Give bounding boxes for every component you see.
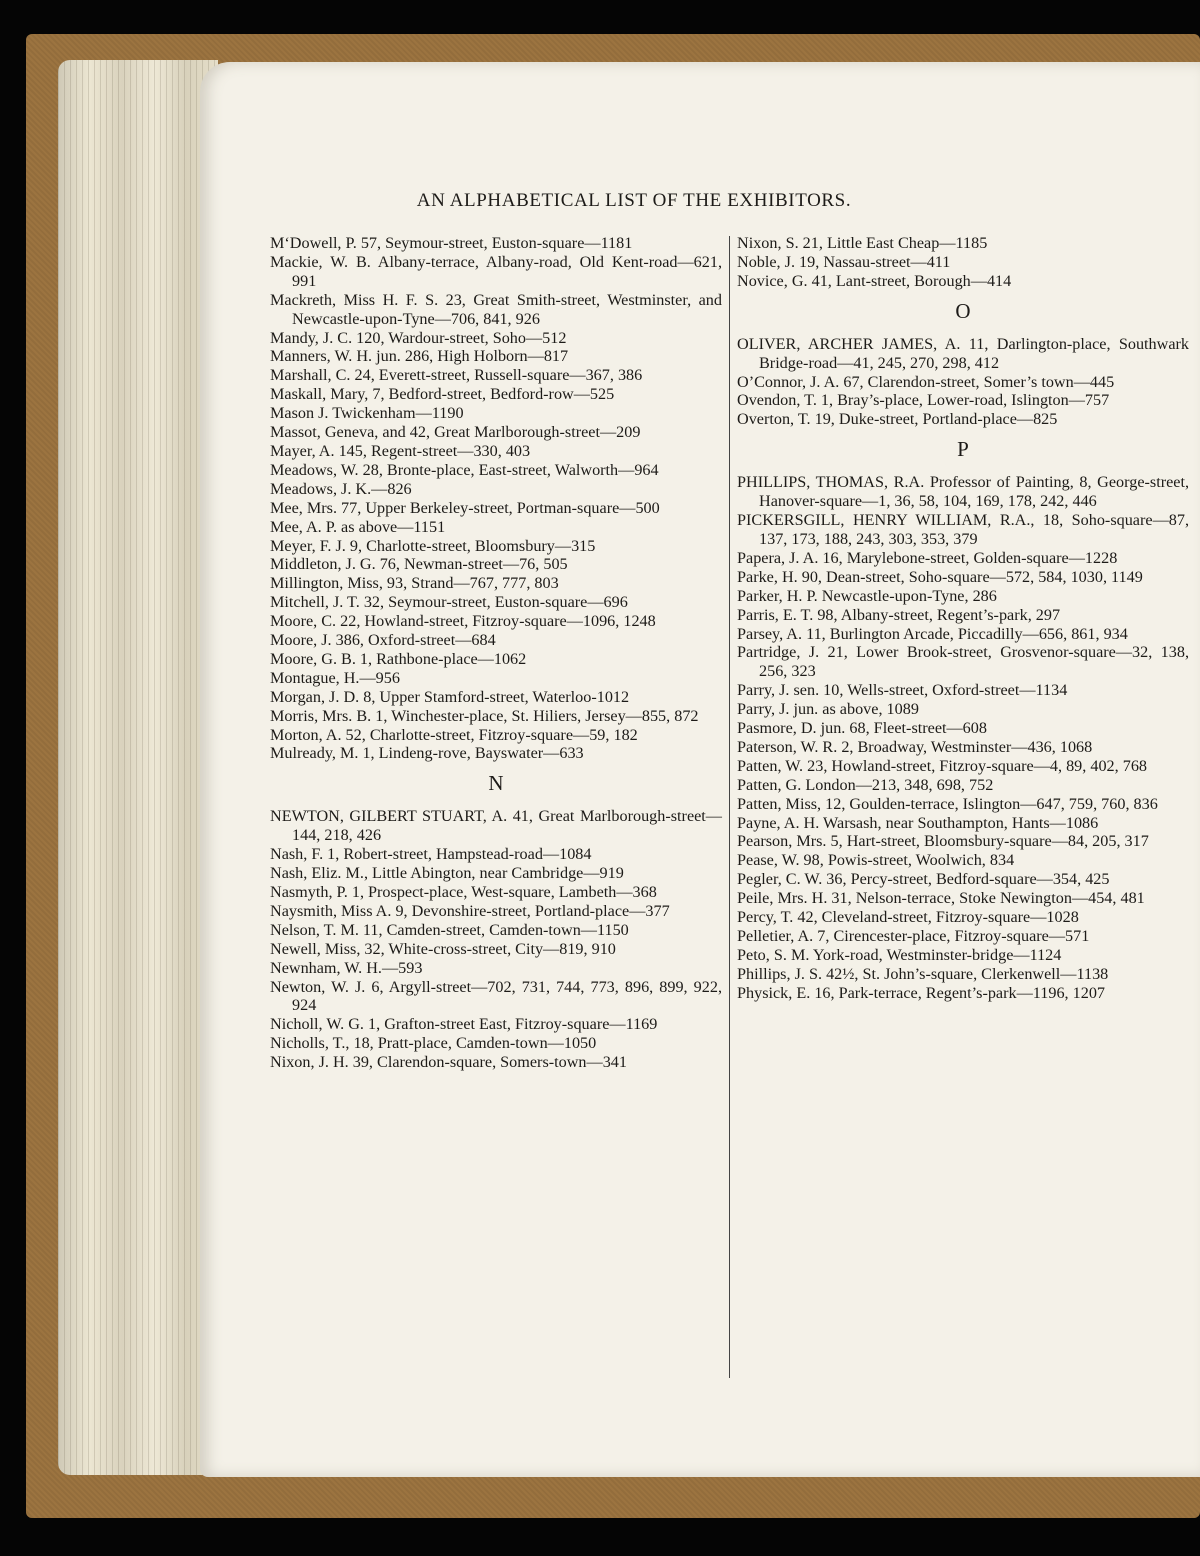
exhibitor-entry: Newell, Miss, 32, White-cross-street, City—819, 910 [270, 939, 616, 958]
exhibitor-entry: Patten, Miss, 12, Goulden-terrace, Islington—647, 759, 760, 836 [737, 794, 1158, 813]
exhibitor-entry: Payne, A. H. Warsash, near Southampton, Hants—1086 [737, 813, 1099, 832]
exhibitor-entry: Marshall, C. 24, Everett-street, Russell-square—367, 386 [270, 366, 643, 385]
section-letter: N [488, 771, 504, 796]
exhibitor-entry: Nelson, T. M. 11, Camden-street, Camden-town—1150 [270, 920, 629, 939]
exhibitor-entry: Pelletier, A. 7, Cirencester-place, Fitzroy-square—571 [737, 927, 1090, 945]
exhibitor-entry: Pasmore, D. jun. 68, Fleet-street—608 [737, 719, 987, 738]
exhibitor-entry: Pease, W. 98, Powis-street, Woolwich, 834 [737, 851, 1015, 870]
exhibitor-entry: Peto, S. M. York-road, Westminster-bridge—1124 [737, 945, 1062, 964]
exhibitor-entry: Percy, T. 42, Cleveland-street, Fitzroy-square—1028 [737, 908, 1079, 927]
exhibitor-entry: M‘Dowell, P. 57, Seymour-street, Euston-square—1181 [270, 234, 633, 252]
exhibitor-entry: Mee, A. P. as above—1151 [270, 517, 446, 536]
exhibitor-entry: Paterson, W. R. 2, Broadway, Westminster—436, 1068 [737, 737, 1093, 756]
exhibitor-entry: Mandy, J. C. 120, Wardour-street, Soho—512 [270, 328, 567, 347]
exhibitor-entry: Morgan, J. D. 8, Upper Stamford-street, Waterloo-1012 [270, 687, 630, 706]
exhibitor-entry: Montague, H.—956 [270, 668, 400, 687]
exhibitor-entry: Partridge, J. 21, Lower Brook-street, Grosvenor-square—32, 138, 256, 323 [737, 643, 1189, 681]
exhibitor-entry: Patten, G. London—213, 348, 698, 752 [737, 775, 994, 794]
exhibitor-entry: Physick, E. 16, Park-terrace, Regent’s-park—1196, 1207 [737, 983, 1106, 1002]
exhibitor-entry: Peile, Mrs. H. 31, Nelson-terrace, Stoke Newington—454, 481 [737, 889, 1145, 908]
section-letter: O [955, 298, 971, 323]
exhibitor-entry: Nixon, J. H. 39, Clarendon-square, Somers-town—341 [270, 1053, 627, 1072]
exhibitor-entry: Pearson, Mrs. 5, Hart-street, Bloomsbury-square—84, 205, 317 [737, 832, 1149, 851]
exhibitor-entry: NEWTON, GILBERT STUART, A. 41, Great Marlborough-street—144, 218, 426 [270, 807, 722, 845]
left-column [270, 234, 722, 1072]
exhibitor-entry: Phillips, J. S. 42½, St. John’s-square, Clerkenwell—1138 [737, 964, 1109, 983]
exhibitor-entry: Nicholl, W. G. 1, Grafton-street East, Fitzroy-square—1169 [270, 1015, 658, 1034]
exhibitor-entry: PHILLIPS, THOMAS, R.A. Professor of Painting, 8, George-street, Hanover-square—1, 36, 58, 104, 169, 178, 242, 446 [737, 473, 1189, 511]
exhibitor-entry: Parker, H. P. Newcastle-upon-Tyne, 286 [737, 586, 997, 605]
exhibitor-entry: Nash, F. 1, Robert-street, Hampstead-road—1084 [270, 845, 592, 864]
running-head: AN ALPHABETICAL LIST OF THE EXHIBITORS. [416, 190, 852, 211]
exhibitor-entry: Moore, G. B. 1, Rathbone-place—1062 [270, 649, 527, 668]
exhibitor-entry: Newnham, W. H.—593 [270, 958, 423, 977]
exhibitor-entry: PICKERSGILL, HENRY WILLIAM, R.A., 18, Soho-square—87, 137, 173, 188, 243, 303, 353, 379 [737, 511, 1189, 548]
exhibitor-entry: Newton, W. J. 6, Argyll-street—702, 731, 744, 773, 896, 899, 922, 924 [270, 977, 722, 1015]
exhibitor-entry: Naysmith, Miss A. 9, Devonshire-street, Portland-place—377 [270, 901, 670, 920]
exhibitor-entry: Mason J. Twickenham—1190 [270, 404, 464, 423]
exhibitor-entry: Mee, Mrs. 77, Upper Berkeley-street, Portman-square—500 [270, 498, 660, 517]
exhibitor-entry: Noble, J. 19, Nassau-street—411 [737, 252, 951, 271]
exhibitor-entry: Novice, G. 41, Lant-street, Borough—414 [737, 271, 1012, 290]
exhibitor-entry: Patten, W. 23, Howland-street, Fitzroy-square—4, 89, 402, 768 [737, 756, 1148, 775]
exhibitor-entry: Millington, Miss, 93, Strand—767, 777, 803 [270, 574, 559, 593]
page-edges [58, 60, 218, 1475]
exhibitor-entry: Mackreth, Miss H. F. S. 23, Great Smith-street, Westminster, and Newcastle-upon-Tyne—706, 841, 926 [270, 290, 722, 328]
exhibitor-entry: Massot, Geneva, and 42, Great Marlborough-street—209 [270, 423, 641, 442]
exhibitor-entry: Nixon, S. 21, Little East Cheap—1185 [737, 234, 988, 252]
exhibitor-entry: Moore, C. 22, Howland-street, Fitzroy-square—1096, 1248 [270, 612, 656, 631]
exhibitor-entry: Morris, Mrs. B. 1, Winchester-place, St. Hiliers, Jersey—855, 872 [270, 706, 699, 725]
exhibitor-entry: Mayer, A. 145, Regent-street—330, 403 [270, 441, 531, 460]
exhibitor-entry: Morton, A. 52, Charlotte-street, Fitzroy-square—59, 182 [270, 725, 638, 744]
exhibitor-entry: Mitchell, J. T. 32, Seymour-street, Euston-square—696 [270, 593, 628, 612]
column-divider [729, 236, 730, 1378]
exhibitor-entry: Meyer, F. J. 9, Charlotte-street, Bloomsbury—315 [270, 536, 596, 555]
exhibitor-entry: Moore, J. 386, Oxford-street—684 [270, 631, 496, 650]
exhibitor-entry: Parry, J. sen. 10, Wells-street, Oxford-street—1134 [737, 681, 1068, 700]
exhibitor-entry: Ovendon, T. 1, Bray’s-place, Lower-road, Islington—757 [737, 391, 1110, 410]
exhibitor-entry: Papera, J. A. 16, Marylebone-street, Golden-square—1228 [737, 548, 1118, 567]
exhibitor-entry: Maskall, Mary, 7, Bedford-street, Bedford-row—525 [270, 385, 615, 404]
exhibitor-entry: Meadows, J. K.—826 [270, 479, 412, 498]
exhibitor-entry: Mulready, M. 1, Lindeng-rove, Bayswater—633 [270, 744, 584, 763]
exhibitor-entry: Parke, H. 90, Dean-street, Soho-square—572, 584, 1030, 1149 [737, 567, 1143, 586]
exhibitor-entry: O’Connor, J. A. 67, Clarendon-street, Somer’s town—445 [737, 372, 1115, 391]
exhibitor-entry: Nasmyth, P. 1, Prospect-place, West-square, Lambeth—368 [270, 883, 657, 901]
section-letter: P [957, 437, 969, 462]
exhibitor-entry: OLIVER, ARCHER JAMES, A. 11, Darlington-place, Southwark Bridge-road—41, 245, 270, 298, 412 [737, 334, 1189, 372]
exhibitor-entry: Parry, J. jun. as above, 1089 [737, 700, 919, 719]
right-column [737, 234, 1189, 1003]
exhibitor-entry: Middleton, J. G. 76, Newman-street—76, 505 [270, 555, 568, 574]
exhibitor-entry: Parris, E. T. 98, Albany-street, Regent’s-park, 297 [737, 605, 1061, 624]
exhibitor-entry: Pegler, C. W. 36, Percy-street, Bedford-square—354, 425 [737, 870, 1110, 889]
exhibitor-entry: Mackie, W. B. Albany-terrace, Albany-road, Old Kent-road—621, 991 [270, 252, 722, 290]
exhibitor-entry: Nash, Eliz. M., Little Abington, near Cambridge—919 [270, 864, 624, 883]
exhibitor-entry: Nicholls, T., 18, Pratt-place, Camden-town—1050 [270, 1034, 597, 1053]
exhibitor-entry: Overton, T. 19, Duke-street, Portland-place—825 [737, 410, 1058, 429]
exhibitor-entry: Meadows, W. 28, Bronte-place, East-street, Walworth—964 [270, 460, 659, 479]
exhibitor-entry: Parsey, A. 11, Burlington Arcade, Piccadilly—656, 861, 934 [737, 624, 1128, 643]
exhibitor-entry: Manners, W. H. jun. 286, High Holborn—817 [270, 347, 569, 366]
